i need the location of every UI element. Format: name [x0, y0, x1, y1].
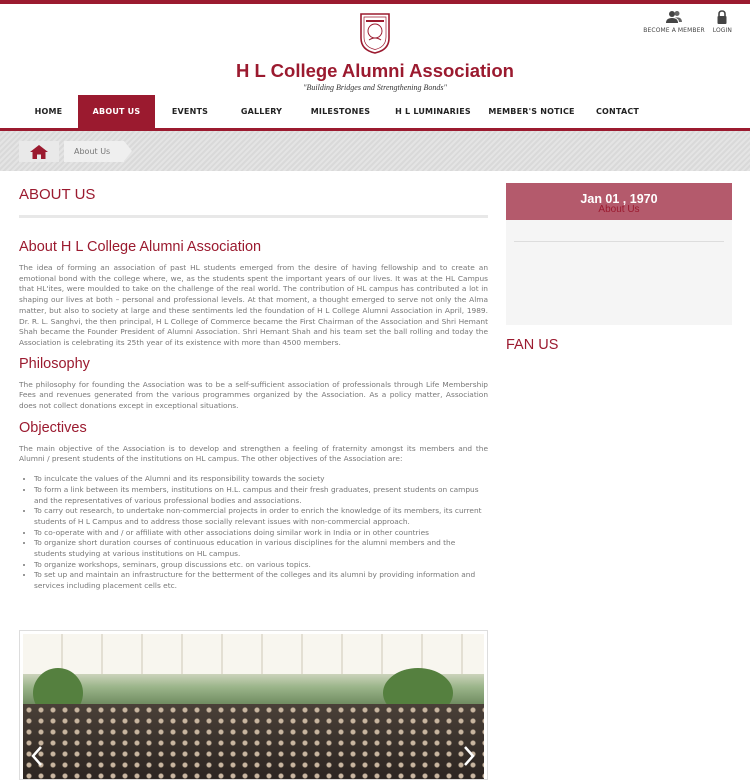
slider-next-button[interactable] [461, 742, 477, 770]
list-item: • To set up and maintain an infrastructure for the betterment of the colleges and its alumni by providing information and services including placement cells etc. [34, 570, 488, 591]
main-nav [0, 95, 750, 128]
heading-divider [19, 215, 488, 218]
nav-members-notice[interactable]: MEMBER'S NOTICE [488, 107, 575, 116]
philosophy-text: The philosophy for founding the Association was to be a self-sufficient association of professionals through Life Membership Fees and revenues generated from the various programmes organized by the Association. As a policy matter, Association does not collect donations except in exceptional situations. [19, 379, 488, 411]
objectives-list [19, 474, 488, 592]
list-item: • To co-operate with and / or affiliate with other associations doing similar work in India or in other countries [34, 528, 488, 539]
breadcrumb-home[interactable] [19, 141, 59, 162]
site-tagline: "Building Bridges and Strengthening Bonds" [303, 83, 447, 92]
event-photo [23, 634, 484, 780]
slider-prev-button[interactable] [29, 742, 45, 770]
top-links [643, 10, 732, 34]
page-title: ABOUT US [19, 186, 96, 203]
date-divider [514, 241, 724, 242]
nav-contact[interactable]: CONTACT [595, 107, 640, 116]
nav-hl-luminaries[interactable]: H L LUMINARIES [395, 107, 471, 116]
nav-gallery[interactable]: GALLERY [240, 107, 283, 116]
fan-us-heading: FAN US [506, 337, 559, 353]
photo-slider [19, 630, 488, 780]
become-member-label: BECOME A MEMBER [643, 27, 705, 34]
date-text: Jan 01 , 1970 [580, 192, 658, 206]
about-text: The idea of forming an association of past HL students emerged from the desire of having fellowship and to create an emotional bond with the college where, we, as the students spent the important years of our lives. It was at the HL Campus that HL'ites, were moulded to take on the challenge of the real world. The contribution of HL campus has contributed a lot in shaping our lives at both – personal and professional levels. At that moment, a thought emerged to serve not only the Alma matter, but also to society at large and these sentiments led the foundation of H L College Alumni Association in April, 1989. Dr. R. L. Sanghvi, the then principal, H L College of Commerce became the First Chairman of the Association and Shri Hemant Shah became the Founder President of Alumni Association. Shri Hemant Shah and his team set the ball rolling and today the Association is celebrating its 25th year of its existence with more than 4500 members. [19, 263, 488, 347]
list-item: • To form a link between its members, institutions on H.L. campus and their fresh graduates, present students on campus and the representatives of various professional bodies and associations. [34, 485, 488, 506]
objectives-intro: The main objective of the Association is to develop and strengthen a feeling of fraternity amongst its members and the Alumni / present students of the institutions on HL campus. The other objectives of the Association are: [19, 443, 488, 464]
breadcrumb-arrow [124, 141, 132, 161]
site-title: H L College Alumni Association [236, 60, 514, 81]
home-icon [29, 144, 49, 160]
date-header [506, 183, 732, 220]
login-link[interactable] [713, 10, 732, 34]
date-overlay-text: About Us [598, 204, 640, 215]
sidebar [506, 183, 732, 353]
about-heading: About H L College Alumni Association [19, 239, 262, 255]
chevron-right-icon [463, 745, 475, 767]
list-item: • To organize workshops, seminars, group discussions etc. on various topics. [34, 560, 488, 571]
list-item: • To organize short duration courses of continuous education in various disciplines for the alumni members and the students studying at various institutions on HL campus. [34, 538, 488, 559]
lock-icon [714, 10, 730, 24]
objectives-heading: Objectives [19, 419, 87, 436]
list-item: • To inculcate the values of the Alumni and its responsibility towards the society [34, 474, 488, 485]
crowd [23, 704, 484, 780]
nav-home[interactable]: HOME [34, 107, 63, 116]
main-content [19, 186, 488, 592]
site-header [0, 4, 750, 95]
nav-events[interactable]: EVENTS [171, 107, 209, 116]
breadcrumb [0, 131, 750, 171]
chevron-left-icon [31, 745, 43, 767]
login-label: LOGIN [712, 27, 732, 34]
college-logo[interactable] [357, 12, 393, 54]
nav-about-us[interactable]: ABOUT US [78, 95, 155, 128]
nav-milestones[interactable]: MILESTONES [310, 107, 371, 116]
become-member-link[interactable] [643, 10, 704, 34]
breadcrumb-current: About Us [64, 141, 124, 162]
list-item: • To carry out research, to undertake non-commercial projects in order to enrich the knowledge of its members, its current students of H L Campus and to address those socially relevant issues with non-commercial approach. [34, 506, 488, 527]
users-icon [666, 10, 682, 24]
philosophy-heading: Philosophy [19, 355, 90, 372]
date-widget [506, 183, 732, 325]
